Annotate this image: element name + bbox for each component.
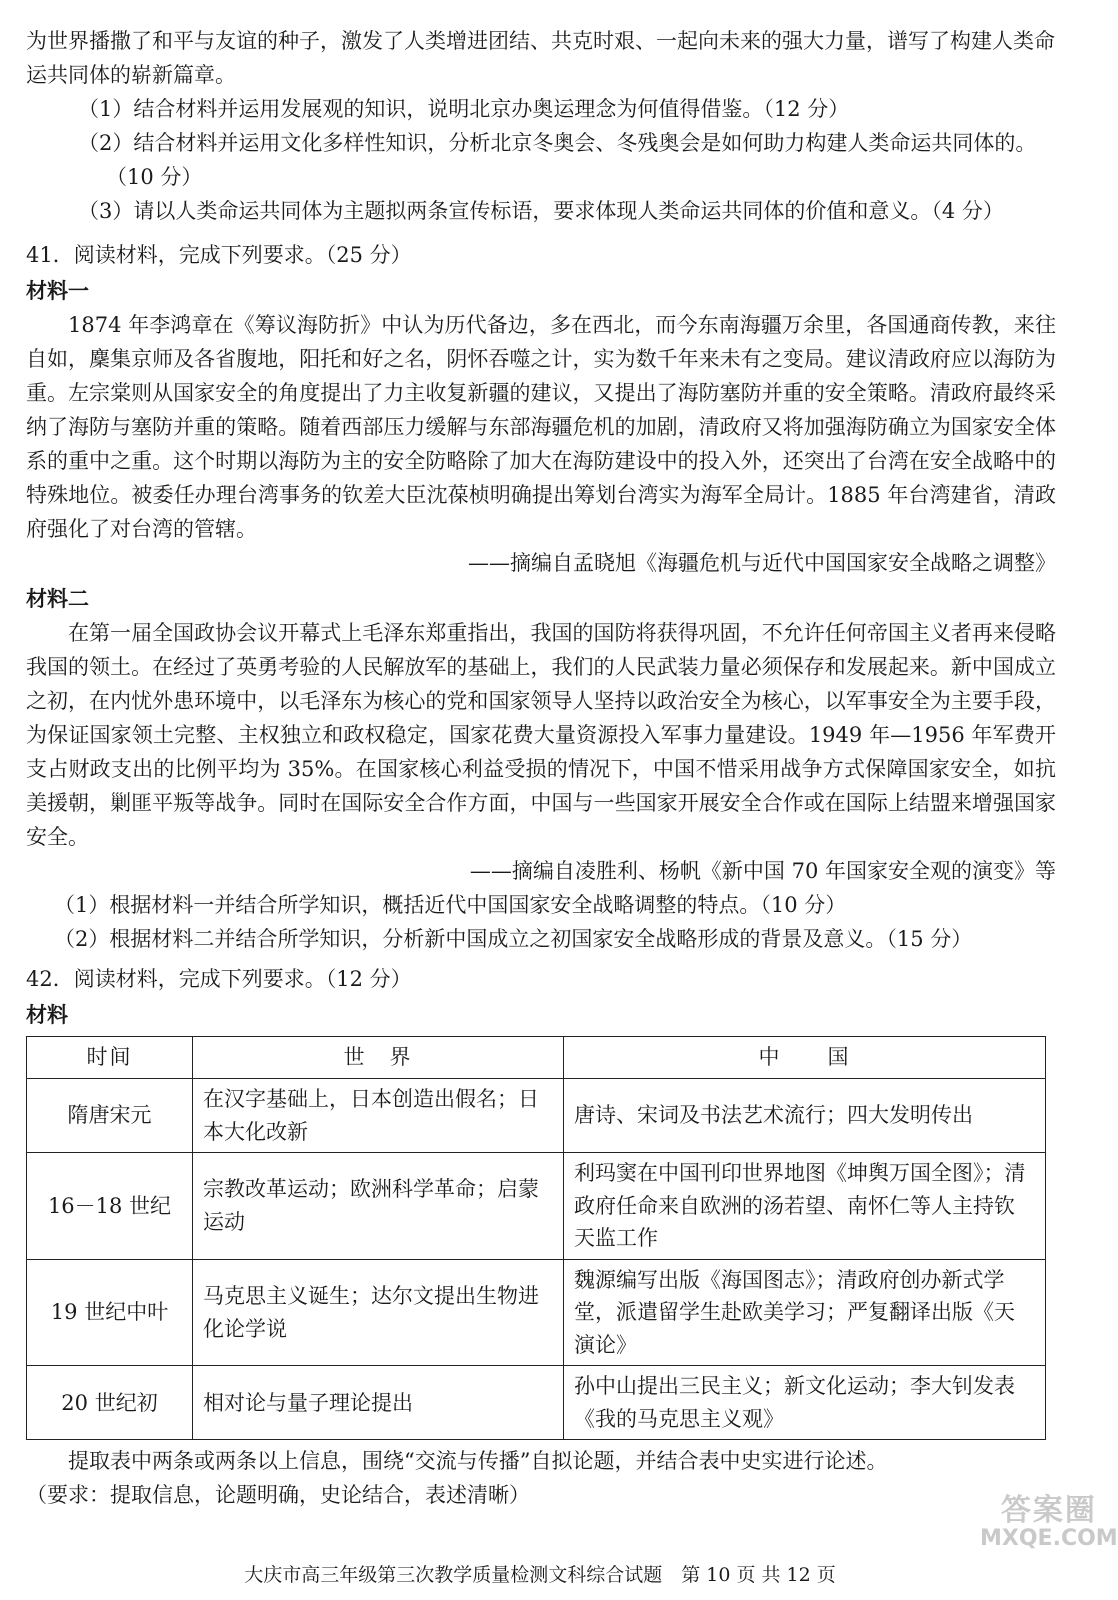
cell-china: 魏源编写出版《海国图志》；清政府创办新式学堂，派遣留学生赴欧美学习；严复翻译出版《天演论》 bbox=[564, 1259, 1046, 1366]
q41-material2-heading: 材料二 bbox=[26, 587, 89, 612]
cell-time: 20 世纪初 bbox=[27, 1366, 193, 1440]
q41-title: 41．阅读材料，完成下列要求。（25 分） bbox=[26, 243, 412, 268]
watermark-logo bbox=[980, 1494, 1118, 1551]
cell-time: 19 世纪中叶 bbox=[27, 1259, 193, 1366]
table-row bbox=[27, 1079, 1046, 1153]
cell-china: 孙中山提出三民主义；新文化运动；李大钊发表《我的马克思主义观》 bbox=[564, 1366, 1046, 1440]
exam-page bbox=[26, 24, 1056, 1513]
q40-sub2: （2）结合材料并运用文化多样性知识，分析北京冬奥会、冬残奥会是如何助力构建人类命运共同体的。（10 分） bbox=[78, 131, 1037, 190]
q41-material2-text: 在第一届全国政协会议开幕式上毛泽东郑重指出，我国的国防将获得巩固，不允许任何帝国主义者再来侵略我国的领土。在经过了英勇考验的人民解放军的基础上，我们的人民武装力量必须保存和发展起来。新中国成立之初，在内忧外患环境中，以毛泽东为核心的党和国家领导人坚持以政治安全为核心，以军事安全为主要手段，为保证国家领土完整、主权独立和政权稳定，国家花费大量资源投入军事力量建设。1949 年—1956 年军费开支占财政支出的比例平均为 35%。在国家核心利益受损的情况下，中国不惜采用战争方式保障国家安全，如抗美援朝，剿匪平叛等战争。同时在国际安全合作方面，中国与一些国家开展安全合作或在国际上结盟来增强国家安全。 bbox=[26, 621, 1056, 850]
table-row bbox=[27, 1259, 1046, 1366]
cell-world: 在汉字基础上，日本创造出假名；日本大化改新 bbox=[193, 1079, 564, 1153]
cell-world: 相对论与量子理论提出 bbox=[193, 1366, 564, 1440]
cell-china: 唐诗、宋词及书法艺术流行；四大发明传出 bbox=[564, 1079, 1046, 1153]
q41-sub1: （1）根据材料一并结合所学知识，概括近代中国国家安全战略调整的特点。（10 分） bbox=[54, 893, 847, 918]
header-china: 中 国 bbox=[564, 1037, 1046, 1079]
q42-title: 42．阅读材料，完成下列要求。（12 分） bbox=[26, 967, 412, 992]
history-table bbox=[26, 1036, 1046, 1440]
page-footer: 大庆市高三年级第三次教学质量检测文科综合试题 第 10 页 共 12 页 bbox=[244, 1564, 836, 1586]
cell-world: 宗教改革运动；欧洲科学革命；启蒙运动 bbox=[193, 1153, 564, 1260]
cell-world: 马克思主义诞生；达尔文提出生物进化论学说 bbox=[193, 1259, 564, 1366]
q41-material1-source: ——摘编自孟晓旭《海疆危机与近代中国国家安全战略之调整》 bbox=[468, 551, 1056, 576]
q40-sub3: （3）请以人类命运共同体为主题拟两条宣传标语，要求体现人类命运共同体的价值和意义。（4 分） bbox=[78, 199, 1004, 224]
header-world: 世 界 bbox=[193, 1037, 564, 1079]
q41-material2-source: ——摘编自凌胜利、杨帆《新中国 70 年国家安全观的演变》等 bbox=[469, 859, 1056, 884]
table-row bbox=[27, 1153, 1046, 1260]
intro-paragraph: 为世界播撒了和平与友谊的种子，激发了人类增进团结、共克时艰、一起向未来的强大力量，谱写了构建人类命运共同体的崭新篇章。 bbox=[26, 29, 1055, 88]
q41-material1-heading: 材料一 bbox=[26, 279, 89, 304]
cell-china: 利玛窦在中国刊印世界地图《坤舆万国全图》；清政府任命来自欧洲的汤若望、南怀仁等人主持钦天监工作 bbox=[564, 1153, 1046, 1260]
cell-time: 隋唐宋元 bbox=[27, 1079, 193, 1153]
watermark-text: 答案圈 bbox=[1000, 1493, 1097, 1528]
q41-sub2: （2）根据材料二并结合所学知识，分析新中国成立之初国家安全战略形成的背景及意义。（15 分） bbox=[54, 927, 973, 952]
header-time: 时间 bbox=[27, 1037, 193, 1079]
table-header-row bbox=[27, 1037, 1046, 1079]
q42-material-heading: 材料 bbox=[26, 1003, 68, 1028]
table-row bbox=[27, 1366, 1046, 1440]
watermark-url: MXQE.COM bbox=[980, 1526, 1118, 1551]
cell-time: 16－18 世纪 bbox=[27, 1153, 193, 1260]
q42-task: 提取表中两条或两条以上信息，围绕“交流与传播”自拟论题，并结合表中史实进行论述。 bbox=[68, 1449, 888, 1474]
q40-sub1: （1）结合材料并运用发展观的知识，说明北京办奥运理念为何值得借鉴。（12 分） bbox=[78, 97, 850, 122]
q41-material1-text: 1874 年李鸿章在《筹议海防折》中认为历代备边，多在西北，而今东南海疆万余里，各国通商传教，来往自如，麇集京师及各省腹地，阳托和好之名，阴怀吞噬之计，实为数千年来未有之变局。建议清政府应以海防为重。左宗棠则从国家安全的角度提出了力主收复新疆的建议，又提出了海防塞防并重的安全策略。清政府最终采纳了海防与塞防并重的策略。随着西部压力缓解与东部海疆危机的加剧，清政府又将加强海防确立为国家安全体系的重中之重。这个时期以海防为主的安全防略除了加大在海防建设中的投入外，还突出了台湾在安全战略中的特殊地位。被委任办理台湾事务的钦差大臣沈葆桢明确提出筹划台湾实为海军全局计。1885 年台湾建省，清政府强化了对台湾的管辖。 bbox=[26, 313, 1056, 542]
q42-requirement: （要求：提取信息，论题明确，史论结合，表述清晰） bbox=[26, 1483, 530, 1508]
